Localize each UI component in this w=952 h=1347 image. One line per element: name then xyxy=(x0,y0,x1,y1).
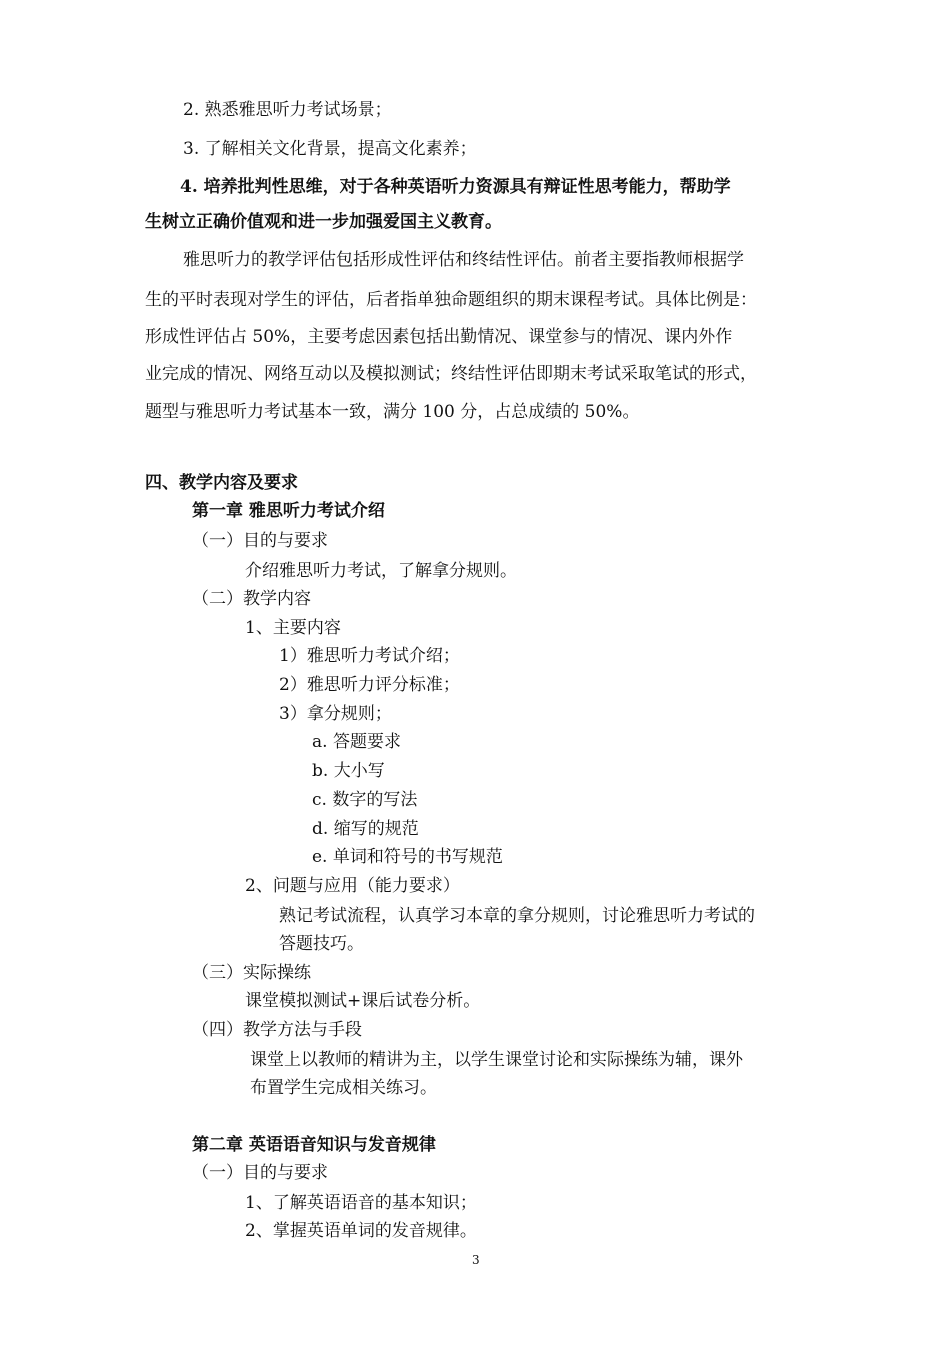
chapter-1-main-heading: 1、主要内容 xyxy=(245,618,341,638)
sub-list-item: d. 缩写的规范 xyxy=(312,819,419,839)
sub-list-item: b. 大小写 xyxy=(312,761,385,781)
page-number: 3 xyxy=(472,1253,480,1267)
assessment-line: 形成性评估占 50%，主要考虑因素包括出勤情况、课堂参与的情况、课内外作 xyxy=(145,327,733,347)
chapter-1-practice-heading: （三）实际操练 xyxy=(192,963,311,983)
sub-list-item: e. 单词和符号的书写规范 xyxy=(312,847,503,867)
objective-3: 3. 了解相关文化背景，提高文化素养； xyxy=(183,139,477,159)
chapter-1-issue-text: 熟记考试流程，认真学习本章的拿分规则，讨论雅思听力考试的 xyxy=(279,906,755,926)
chapter-1-practice-text: 课堂模拟测试+课后试卷分析。 xyxy=(245,991,481,1011)
sub-list-item: a. 答题要求 xyxy=(312,732,401,752)
list-item: 2）雅思听力评分标准； xyxy=(279,675,460,695)
objective-2: 2. 熟悉雅思听力考试场景； xyxy=(183,100,392,120)
objective-4-line-2: 生树立正确价值观和进一步加强爱国主义教育。 xyxy=(145,212,502,232)
chapter-1-title: 第一章 雅思听力考试介绍 xyxy=(192,501,385,521)
chapter-1-content-heading: （二）教学内容 xyxy=(192,589,311,609)
chapter-1-goal-text: 介绍雅思听力考试，了解拿分规则。 xyxy=(245,561,517,581)
chapter-2-goal: 1、了解英语语音的基本知识； xyxy=(245,1193,477,1213)
chapter-1-goal-heading: （一）目的与要求 xyxy=(192,531,328,551)
chapter-1-issue-heading: 2、问题与应用（能力要求） xyxy=(245,876,460,896)
assessment-line: 雅思听力的教学评估包括形成性评估和终结性评估。前者主要指教师根据学 xyxy=(183,250,744,270)
chapter-2-goal-heading: （一）目的与要求 xyxy=(192,1163,328,1183)
chapter-1-method-text: 布置学生完成相关练习。 xyxy=(250,1078,437,1098)
chapter-2-title: 第二章 英语语音知识与发音规律 xyxy=(192,1135,436,1155)
sub-list-item: c. 数字的写法 xyxy=(312,790,418,810)
section-4-title: 四、教学内容及要求 xyxy=(145,473,298,493)
chapter-2-goal: 2、掌握英语单词的发音规律。 xyxy=(245,1221,477,1241)
chapter-1-method-heading: （四）教学方法与手段 xyxy=(192,1020,362,1040)
assessment-line: 题型与雅思听力考试基本一致，满分 100 分，占总成绩的 50%。 xyxy=(145,402,640,422)
chapter-1-issue-text: 答题技巧。 xyxy=(279,934,364,954)
assessment-line: 生的平时表现对学生的评估，后者指单独命题组织的期末课程考试。具体比例是： xyxy=(145,290,757,310)
assessment-line: 业完成的情况、网络互动以及模拟测试；终结性评估即期末考试采取笔试的形式， xyxy=(145,364,757,384)
list-item: 3）拿分规则； xyxy=(279,704,392,724)
list-item: 1）雅思听力考试介绍； xyxy=(279,646,460,666)
objective-4-line-1: 4. 培养批判性思维，对于各种英语听力资源具有辩证性思考能力，帮助学 xyxy=(180,177,731,197)
chapter-1-method-text: 课堂上以教师的精讲为主，以学生课堂讨论和实际操练为辅，课外 xyxy=(250,1050,743,1070)
